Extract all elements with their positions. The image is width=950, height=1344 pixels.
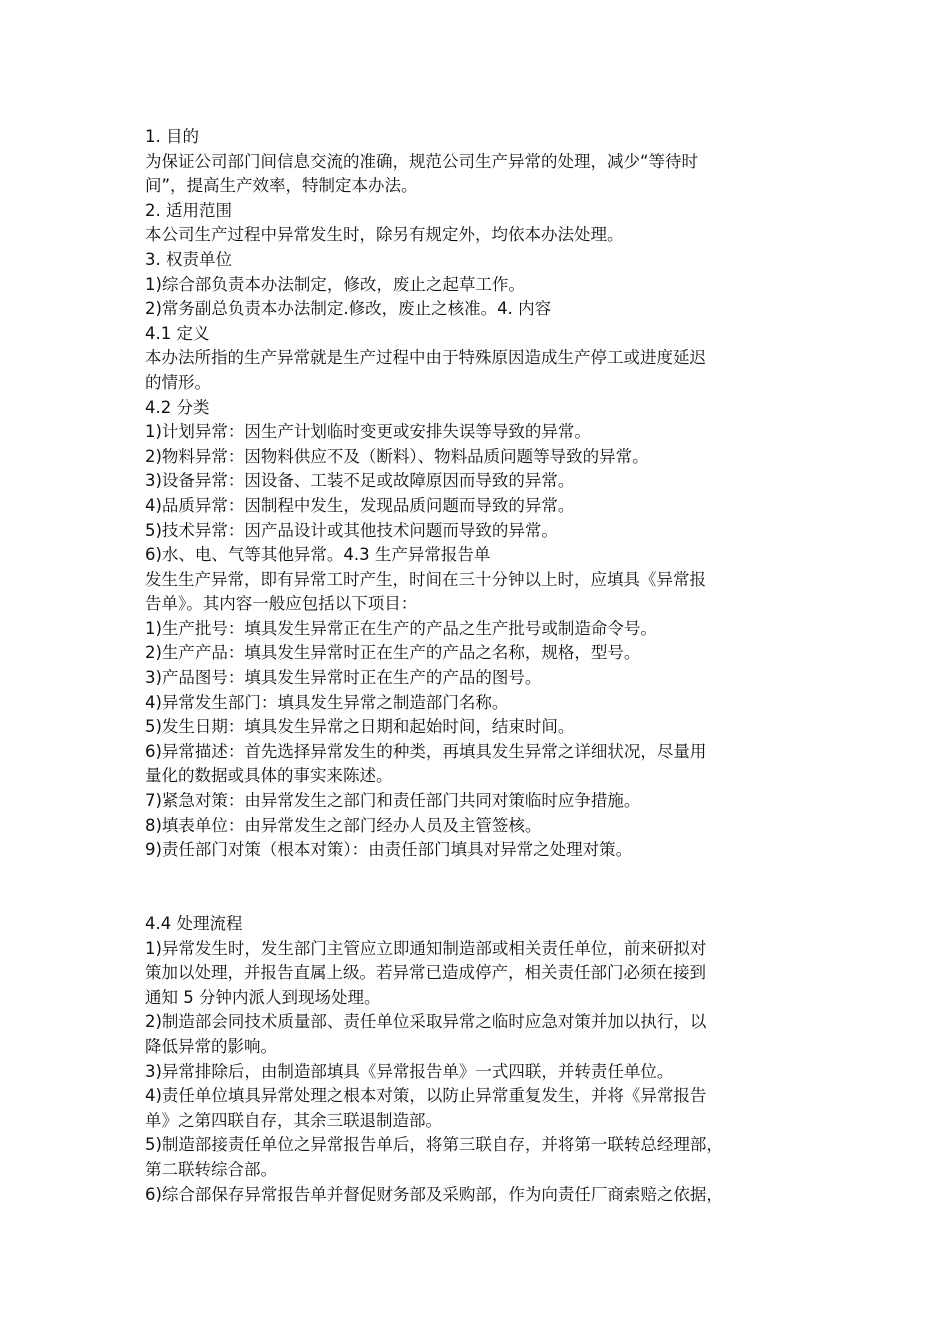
document-page <box>145 125 805 1207</box>
section-heading-purpose: 1. 目的 <box>145 127 199 146</box>
list-item: 7)紧急对策：由异常发生之部门和责任部门共同对策临时应争措施。 <box>145 791 641 811</box>
list-item: 2)物料异常：因物料供应不及（断料）、物料品质问题等导致的异常。 <box>145 446 649 466</box>
list-item: 3)设备异常：因设备、工装不足或故障原因而导致的异常。 <box>145 471 575 491</box>
blank-line <box>145 863 805 888</box>
list-item: 3)产品图号：填具发生异常时正在生产的产品的图号。 <box>145 668 542 688</box>
paragraph-line: 通知 5 分钟内派人到现场处理。 <box>145 987 381 1007</box>
list-item: 4)责任单位填具异常处理之根本对策，以防止异常重复发生，并将《异常报告 <box>145 1086 707 1106</box>
paragraph-line: 量化的数据或具体的事实来陈述。 <box>145 766 393 786</box>
paragraph-line: 发生生产异常，即有异常工时产生，时间在三十分钟以上时，应填具《异常报 <box>145 569 706 589</box>
list-item: 6)异常描述：首先选择异常发生的种类，再填具发生异常之详细状况，尽量用 <box>145 741 707 761</box>
list-item: 9)责任部门对策（根本对策）：由责任部门填具对异常之处理对策。 <box>145 840 633 860</box>
paragraph-line: 间”，提高生产效率，特制定本办法。 <box>145 176 418 196</box>
paragraph-line: 本办法所指的生产异常就是生产过程中由于特殊原因造成生产停工或进度延迟 <box>145 348 706 368</box>
paragraph-line: 降低异常的影响。 <box>145 1036 277 1056</box>
list-item: 5)制造部接责任单位之异常报告单后，将第三联自存，并将第一联转总经理部， <box>145 1135 723 1155</box>
list-item: 2)生产产品：填具发生异常时正在生产的产品之名称，规格，型号。 <box>145 643 641 663</box>
list-item: 5)发生日期：填具发生异常之日期和起始时间，结束时间。 <box>145 717 575 737</box>
section-heading-scope: 2. 适用范围 <box>145 200 232 220</box>
list-item: 1)计划异常：因生产计划临时变更或安排失误等导致的异常。 <box>145 422 591 442</box>
list-item: 4)品质异常：因制程中发生，发现品质问题而导致的异常。 <box>145 495 575 515</box>
list-item: 2)常务副总负责本办法制定.修改，废止之核准。4. 内容 <box>145 299 552 319</box>
section-heading-responsibility: 3. 权责单位 <box>145 249 232 269</box>
paragraph-line: 为保证公司部门间信息交流的准确，规范公司生产异常的处理，减少“等待时 <box>145 151 699 171</box>
paragraph-line: 单》之第四联自存，其余三联退制造部。 <box>145 1110 442 1130</box>
list-item: 1)生产批号：填具发生异常正在生产的产品之生产批号或制造命令号。 <box>145 618 657 638</box>
paragraph-line: 的情形。 <box>145 372 211 392</box>
list-item: 3)异常排除后，由制造部填具《异常报告单》一式四联，并转责任单位。 <box>145 1061 674 1081</box>
section-heading-definition: 4.1 定义 <box>145 323 210 343</box>
paragraph-line: 本公司生产过程中异常发生时，除另有规定外，均依本办法处理。 <box>145 225 624 245</box>
list-item: 5)技术异常：因产品设计或其他技术问题而导致的异常。 <box>145 520 558 540</box>
list-item: 1)综合部负责本办法制定，修改，废止之起草工作。 <box>145 274 525 294</box>
list-item: 8)填表单位：由异常发生之部门经办人员及主管签核。 <box>145 815 542 835</box>
list-item: 2)制造部会同技术质量部、责任单位采取异常之临时应急对策并加以执行，以 <box>145 1012 707 1032</box>
section-heading-process: 4.4 处理流程 <box>145 914 243 933</box>
paragraph-line: 策加以处理，并报告直属上级。若异常已造成停产，相关责任部门必须在接到 <box>145 963 706 983</box>
list-item: 4)异常发生部门：填具发生异常之制造部门名称。 <box>145 692 509 712</box>
blank-line <box>145 887 805 912</box>
paragraph-line: 第二联转综合部。 <box>145 1159 277 1179</box>
list-item: 6)综合部保存异常报告单并督促财务部及采购部，作为向责任厂商索赔之依据， <box>145 1184 723 1204</box>
section-heading-classification: 4.2 分类 <box>145 397 210 417</box>
list-item: 1)异常发生时，发生部门主管应立即通知制造部或相关责任单位，前来研拟对 <box>145 938 707 958</box>
list-item: 6)水、电、气等其他异常。4.3 生产异常报告单 <box>145 545 491 565</box>
paragraph-line: 告单》。其内容一般应包括以下项目： <box>145 594 418 614</box>
